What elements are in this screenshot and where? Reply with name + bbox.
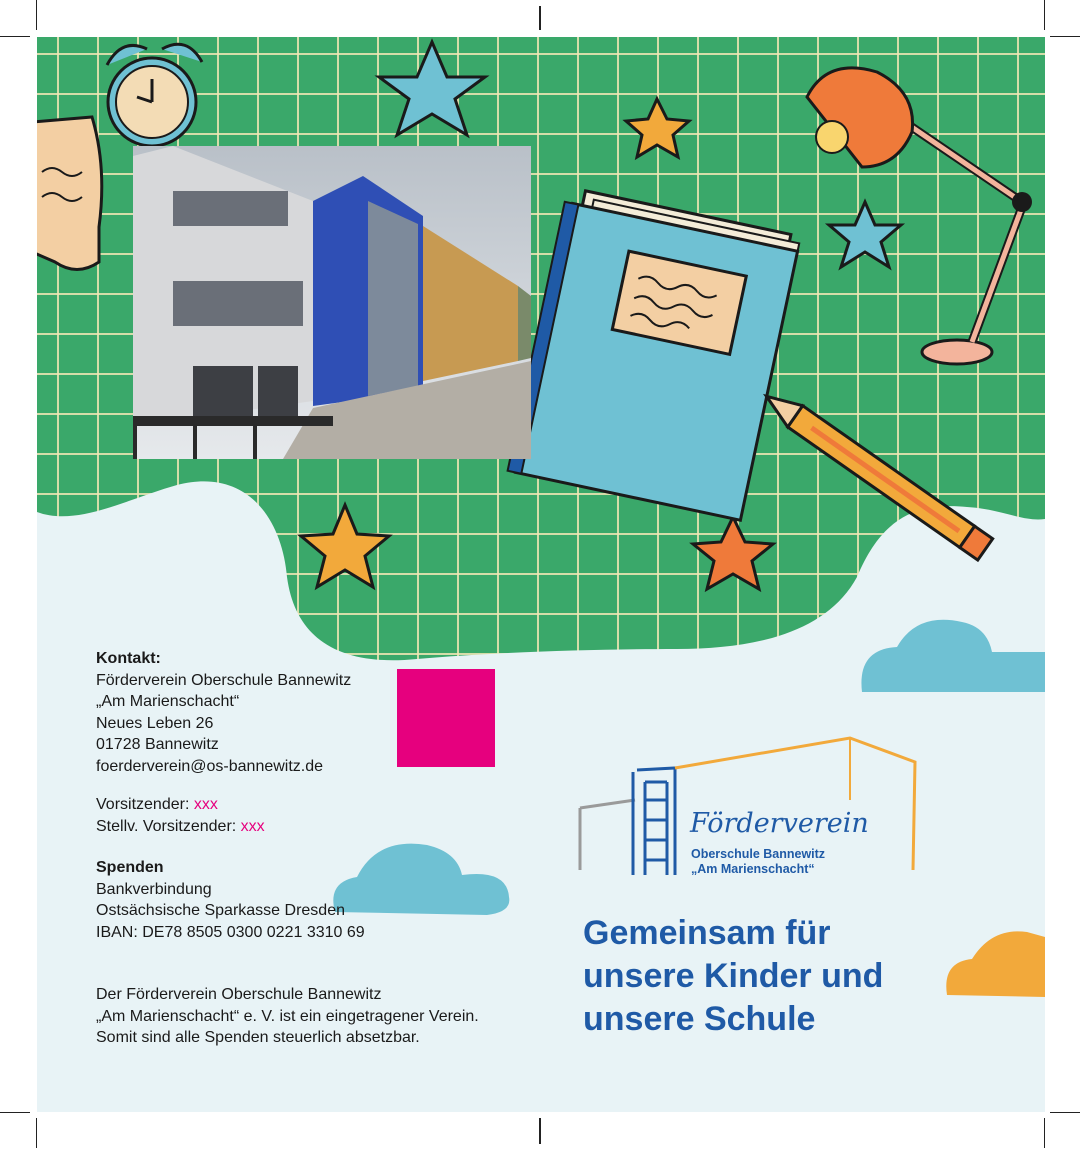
crop-mark [1050, 36, 1080, 37]
donations-line: Bankverbindung [96, 880, 212, 898]
crop-mark [1050, 1112, 1080, 1113]
desk-lamp-icon [807, 68, 1032, 364]
star-icon [626, 99, 689, 157]
crop-mark [539, 6, 541, 30]
contact-line: 01728 Bannewitz [96, 736, 219, 753]
donations-line: Ostsächsische Sparkasse Dresden [96, 902, 345, 919]
note-line: Somit sind alle Spenden steuerlich absetzbar. [96, 1029, 420, 1046]
headline [583, 912, 1003, 1041]
logo-subtitle: „Am Marienschacht“ [691, 862, 815, 876]
headline-line: unsere Kinder und [583, 957, 884, 995]
contact-heading: Kontakt: [96, 650, 161, 667]
chair-line: Vorsitzender: xxx [96, 796, 218, 813]
crop-mark [0, 36, 30, 37]
crop-mark [1044, 1118, 1045, 1148]
pencil-icon [759, 386, 993, 560]
logo-subtitle: Oberschule Bannewitz [691, 847, 826, 861]
donations-line: IBAN: DE78 8505 0300 0221 3310 69 [96, 923, 365, 941]
vice-chair-line: Stellv. Vorsitzender: xxx [96, 817, 265, 835]
alarm-clock-icon [107, 44, 202, 146]
contact-line: Neues Leben 26 [96, 714, 214, 732]
note-line: „Am Marienschacht“ e. V. ist ein eingetragener Verein. [96, 1007, 479, 1025]
crop-mark [36, 1118, 37, 1148]
star-icon [301, 505, 389, 587]
contact-block [96, 648, 351, 777]
cloud-icon [861, 620, 1045, 692]
star-icon [379, 42, 485, 135]
logo-script-text: Förderverein [690, 808, 869, 839]
school-building-photo [133, 146, 531, 459]
star-icon [829, 202, 901, 267]
crop-mark [1044, 0, 1045, 30]
donations-heading: Spenden [96, 859, 164, 876]
scroll-icon [37, 117, 102, 270]
note-line: Der Förderverein Oberschule Bannewitz [96, 986, 382, 1003]
donations-block [96, 857, 365, 943]
headline-line: Gemeinsam für [583, 914, 831, 952]
star-icon [693, 517, 773, 589]
note-block [96, 984, 479, 1049]
contact-line: „Am Marienschacht“ [96, 693, 240, 710]
crop-mark [0, 1112, 30, 1113]
notebook-icon [508, 187, 801, 520]
board-block [96, 794, 265, 837]
crop-mark [36, 0, 37, 30]
placeholder-box [397, 669, 495, 767]
headline-line: unsere Schule [583, 1000, 816, 1038]
crop-mark [539, 1118, 541, 1144]
contact-line: Förderverein Oberschule Bannewitz [96, 671, 352, 689]
contact-email[interactable]: foerderverein@os-bannewitz.de [96, 757, 324, 775]
